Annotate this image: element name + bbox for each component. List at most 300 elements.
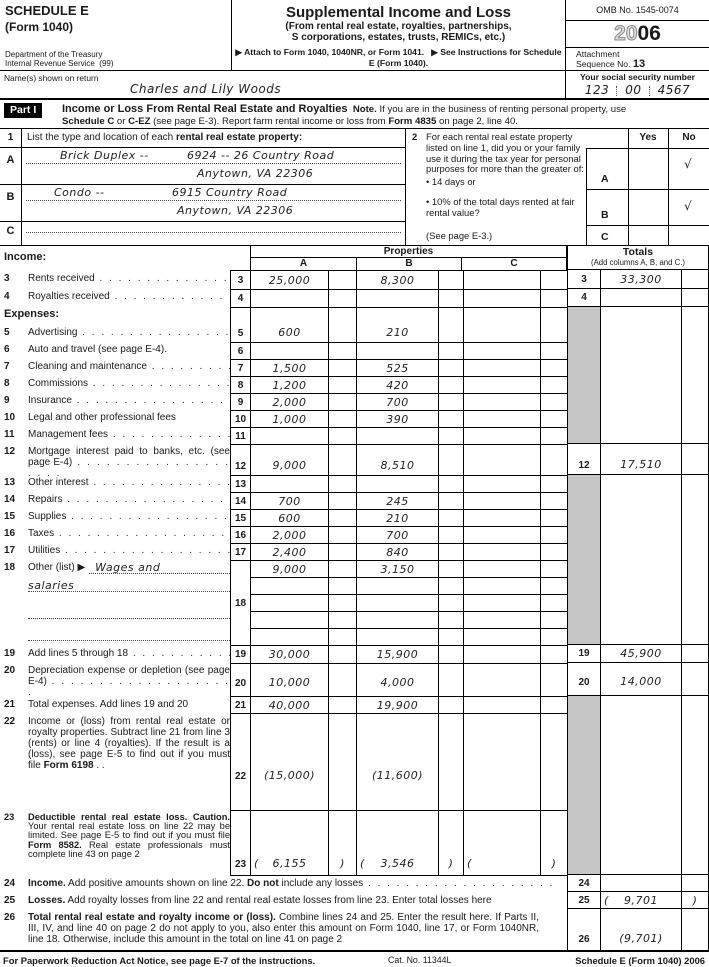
line-number-cell: 10 bbox=[231, 411, 251, 428]
line-number-cell: 4 bbox=[231, 290, 251, 308]
line3-total[interactable]: 33,300 bbox=[601, 270, 682, 289]
cents-cell[interactable] bbox=[541, 578, 568, 595]
cents-cell[interactable] bbox=[439, 595, 464, 612]
cents-cell[interactable] bbox=[329, 445, 357, 476]
cents-cell[interactable] bbox=[329, 493, 357, 510]
label-line15: 15 Supplies . . bbox=[4, 511, 230, 522]
line1-label: List the type and location of each rental real estate property: bbox=[27, 132, 303, 143]
line-number-cell: 19 bbox=[231, 646, 251, 664]
amount-cell-empty[interactable] bbox=[357, 629, 439, 646]
amount-cell-empty[interactable] bbox=[357, 595, 439, 612]
line24-total[interactable] bbox=[601, 875, 682, 892]
totals-blank-region bbox=[601, 307, 682, 444]
label-line16: 16 Taxes . . bbox=[4, 528, 230, 539]
properties-header bbox=[250, 246, 567, 270]
cents-cell[interactable] bbox=[439, 561, 464, 578]
cents-cell[interactable] bbox=[329, 578, 357, 595]
cents-cell[interactable] bbox=[329, 595, 357, 612]
label-line18: 18 Other (list) ▶ Wages and bbox=[4, 562, 230, 574]
line7-c-amount[interactable] bbox=[464, 360, 541, 377]
cents-cell[interactable] bbox=[541, 493, 568, 510]
cents-cell[interactable] bbox=[439, 646, 464, 664]
row-16 bbox=[231, 527, 568, 544]
cents-cell[interactable] bbox=[541, 360, 568, 377]
other-expense-entry-1[interactable]: Wages and bbox=[89, 562, 230, 574]
entry-dotted-line bbox=[26, 163, 401, 164]
property-a-type[interactable]: Brick Duplex -- bbox=[60, 149, 149, 162]
answer-b-no-checkbox[interactable]: √ bbox=[684, 199, 693, 213]
line8-b-amount[interactable]: 420 bbox=[357, 377, 439, 394]
form-id-footer: Schedule E (Form 1040) 2006 bbox=[575, 955, 705, 966]
ssn-separator bbox=[616, 86, 618, 96]
line6-c-amount[interactable] bbox=[464, 343, 541, 360]
cents-cell[interactable] bbox=[329, 697, 357, 714]
line21-b-amount[interactable]: 19,900 bbox=[357, 697, 439, 714]
amount-cell-empty[interactable] bbox=[464, 629, 541, 646]
line8-c-amount[interactable] bbox=[464, 377, 541, 394]
line3-c-amount[interactable] bbox=[464, 271, 541, 290]
line19-c-amount[interactable] bbox=[464, 646, 541, 664]
line-number-cell: 9 bbox=[231, 394, 251, 411]
label-line26: 26 Total rental real estate and royalty income or (loss). Combine lines 24 and 25. Enter the result here. If Parts II, III, IV, and line 40 on page 2 do not apply to you, also enter this amount on Form 1040, line 17, or Form 1040NR, line 18. Otherwise, include this amount in the total on line 41 on page 2 bbox=[4, 912, 539, 945]
ssn-label: Your social security number bbox=[580, 72, 695, 82]
line25-close-paren[interactable]: ) bbox=[682, 892, 708, 909]
cents-cell[interactable] bbox=[329, 394, 357, 411]
line12-total[interactable]: 17,510 bbox=[601, 444, 682, 475]
answer-row-b-letter: B bbox=[601, 209, 609, 221]
label-line10: 10 Legal and other professional fees bbox=[4, 412, 176, 423]
ssn-field[interactable]: 123 00 4567 bbox=[584, 83, 691, 97]
totals-blank-region bbox=[682, 696, 708, 875]
line14-b-amount[interactable]: 245 bbox=[357, 493, 439, 510]
cents-cell[interactable] bbox=[541, 527, 568, 544]
form-title-block bbox=[232, 0, 565, 71]
amount-cell-empty[interactable] bbox=[464, 578, 541, 595]
line14-a-amount[interactable]: 700 bbox=[251, 493, 329, 510]
line-number-cell: 5 bbox=[231, 308, 251, 343]
row-3 bbox=[231, 271, 568, 290]
line18-c-amount[interactable] bbox=[464, 561, 541, 578]
cents-cell[interactable] bbox=[541, 428, 568, 445]
cents-cell[interactable] bbox=[541, 544, 568, 561]
cents-cell[interactable] bbox=[329, 527, 357, 544]
cents-cell[interactable] bbox=[439, 527, 464, 544]
line-number-cell: 8 bbox=[231, 377, 251, 394]
ssn-separator bbox=[649, 86, 651, 96]
line4-a-amount[interactable] bbox=[251, 290, 329, 308]
cents-cell[interactable] bbox=[329, 476, 357, 493]
question2-see-note: (See page E-3.) bbox=[426, 230, 493, 241]
cents-cell[interactable] bbox=[329, 343, 357, 360]
line23-c-close-paren[interactable]: ) bbox=[541, 811, 568, 876]
cents-cell[interactable] bbox=[682, 645, 708, 663]
cents-cell[interactable] bbox=[329, 271, 357, 290]
part1-heading: Income or Loss From Rental Real Estate and Royalties bbox=[62, 103, 348, 115]
row-23 bbox=[231, 811, 568, 876]
label-line9: 9 Insurance . . bbox=[4, 395, 230, 406]
totals-blank-region bbox=[601, 696, 682, 875]
cents-cell[interactable] bbox=[682, 909, 708, 950]
line10-c-amount[interactable] bbox=[464, 411, 541, 428]
property-c-letter: C bbox=[0, 222, 22, 246]
properties-columns bbox=[251, 258, 566, 270]
cents-cell[interactable] bbox=[439, 290, 464, 308]
cents-cell[interactable] bbox=[439, 612, 464, 629]
line13-b-amount[interactable] bbox=[357, 476, 439, 493]
label-line18-entry2 bbox=[28, 580, 230, 592]
cents-cell[interactable] bbox=[541, 646, 568, 664]
property-b-address2[interactable]: Anytown, VA 22306 bbox=[177, 204, 294, 217]
answer-a-no-checkbox[interactable]: √ bbox=[684, 157, 693, 171]
amounts-grid bbox=[230, 270, 568, 876]
line11-c-amount[interactable] bbox=[464, 428, 541, 445]
cents-cell[interactable] bbox=[439, 377, 464, 394]
label-line25: 25 Losses. Add royalty losses from line 22 and rental real estate losses from line 23. Enter total losses here bbox=[4, 895, 492, 906]
row-4 bbox=[231, 290, 568, 308]
part1-badge: Part I bbox=[4, 103, 42, 118]
cents-cell[interactable] bbox=[439, 360, 464, 377]
line25-total[interactable]: ( 9,701 bbox=[601, 892, 682, 909]
line22-c-amount[interactable] bbox=[464, 714, 541, 811]
row-21 bbox=[231, 697, 568, 714]
line12-c-amount[interactable] bbox=[464, 445, 541, 476]
cents-cell[interactable] bbox=[439, 428, 464, 445]
line4-c-amount[interactable] bbox=[464, 290, 541, 308]
form-footer bbox=[0, 950, 709, 967]
cents-cell[interactable] bbox=[329, 377, 357, 394]
row-17 bbox=[231, 544, 568, 561]
line16-b-amount[interactable]: 700 bbox=[357, 527, 439, 544]
attach-note: ▶ Attach to Form 1040, 1040NR, or Form 1041. bbox=[235, 47, 425, 57]
divider bbox=[586, 148, 709, 149]
line23-c-amount[interactable]: ( bbox=[464, 811, 541, 876]
cents-cell[interactable] bbox=[439, 445, 464, 476]
property-a-address2[interactable]: Anytown, VA 22306 bbox=[197, 167, 314, 180]
cents-cell[interactable] bbox=[541, 290, 568, 308]
cents-cell[interactable] bbox=[541, 561, 568, 578]
label-line22: 22 Income or (loss) from rental real estate or royalty properties. Subtract line 21 from line 3 (rents) or line 4 (royalties). If the result is a (loss), see page E-5 to find out if you must file Form 6198 . . bbox=[4, 716, 230, 771]
line26-total[interactable]: (9,701) bbox=[601, 909, 682, 950]
cents-cell[interactable] bbox=[439, 664, 464, 697]
line18-b-amount[interactable]: 3,150 bbox=[357, 561, 439, 578]
line18-subrows bbox=[251, 561, 568, 646]
line18-a-amount[interactable]: 9,000 bbox=[251, 561, 329, 578]
totals-shaded-21-23 bbox=[568, 696, 708, 875]
line20-a-amount[interactable]: 10,000 bbox=[251, 664, 329, 697]
line1-box bbox=[0, 129, 405, 246]
cents-cell[interactable] bbox=[682, 270, 708, 289]
cents-cell[interactable] bbox=[682, 289, 708, 307]
line20-total[interactable]: 14,000 bbox=[601, 663, 682, 696]
cents-cell[interactable] bbox=[439, 697, 464, 714]
line5-a-amount[interactable]: 600 bbox=[251, 308, 329, 343]
cents-cell[interactable] bbox=[439, 544, 464, 561]
name-field[interactable]: Charles and Lily Woods bbox=[130, 82, 282, 96]
line11-b-amount[interactable] bbox=[357, 428, 439, 445]
line13-c-amount[interactable] bbox=[464, 476, 541, 493]
dept-line1: Department of the Treasury bbox=[5, 50, 103, 59]
property-a-entry[interactable] bbox=[22, 148, 405, 184]
shaded-cell bbox=[568, 475, 601, 645]
line13-a-amount[interactable] bbox=[251, 476, 329, 493]
line17-a-amount[interactable]: 2,400 bbox=[251, 544, 329, 561]
total-row-12: 12 17,510 bbox=[568, 444, 708, 475]
line15-a-amount[interactable]: 600 bbox=[251, 510, 329, 527]
row-20 bbox=[231, 664, 568, 697]
cents-cell[interactable] bbox=[439, 394, 464, 411]
totals-blank-region bbox=[601, 475, 682, 645]
catalog-number: Cat. No. 11344L bbox=[388, 955, 452, 965]
line14-c-amount[interactable] bbox=[464, 493, 541, 510]
line19-a-amount[interactable]: 30,000 bbox=[251, 646, 329, 664]
line20-b-amount[interactable]: 4,000 bbox=[357, 664, 439, 697]
line1-number: 1 bbox=[0, 129, 22, 147]
cents-cell[interactable] bbox=[682, 663, 708, 696]
label-line5: 5 Advertising . . bbox=[4, 327, 230, 338]
shaded-cell bbox=[568, 307, 601, 444]
line15-b-amount[interactable]: 210 bbox=[357, 510, 439, 527]
totals-column bbox=[567, 246, 709, 950]
year-bold: 06 bbox=[637, 22, 661, 45]
line23-a-amount[interactable]: ( 6,155 bbox=[251, 811, 329, 876]
cents-cell[interactable] bbox=[439, 578, 464, 595]
amount-cell-empty[interactable] bbox=[464, 612, 541, 629]
cents-cell[interactable] bbox=[439, 343, 464, 360]
schedule-name: SCHEDULE E bbox=[5, 3, 89, 18]
label-line19: 19 Add lines 5 through 18 . . bbox=[4, 648, 230, 659]
cents-cell[interactable] bbox=[541, 411, 568, 428]
amount-cell-empty[interactable] bbox=[251, 595, 329, 612]
line22-b-amount[interactable]: (11,600) bbox=[357, 714, 439, 811]
line6-a-amount[interactable] bbox=[251, 343, 329, 360]
part1-heading-line: Income or Loss From Rental Real Estate and Royalties Note. If you are in the business of renting personal property, use bbox=[62, 103, 627, 115]
cents-cell[interactable] bbox=[682, 444, 708, 475]
cents-cell[interactable] bbox=[439, 271, 464, 290]
divider bbox=[586, 189, 709, 190]
cents-cell[interactable] bbox=[329, 612, 357, 629]
properties-title: Properties bbox=[251, 246, 566, 258]
cents-cell[interactable] bbox=[541, 394, 568, 411]
line-number-cell: 15 bbox=[231, 510, 251, 527]
totals-header: Totals (Add columns A, B, and C.) bbox=[568, 246, 708, 270]
question2-number: 2 bbox=[412, 131, 418, 142]
line17-b-amount[interactable]: 840 bbox=[357, 544, 439, 561]
other-expense-blank-line[interactable] bbox=[28, 618, 230, 619]
row-22 bbox=[231, 714, 568, 811]
amount-cell-empty[interactable] bbox=[357, 578, 439, 595]
property-b-address1[interactable]: 6915 Country Road bbox=[172, 186, 288, 199]
total-row-3: 3 33,300 bbox=[568, 270, 708, 289]
other-expense-blank-line[interactable] bbox=[28, 640, 230, 641]
line19-total[interactable]: 45,900 bbox=[601, 645, 682, 663]
cents-cell[interactable] bbox=[329, 646, 357, 664]
line-number-cell: 12 bbox=[231, 445, 251, 476]
cents-cell[interactable] bbox=[329, 629, 357, 646]
cents-cell[interactable] bbox=[329, 664, 357, 697]
line5-b-amount[interactable]: 210 bbox=[357, 308, 439, 343]
line-number-cell: 11 bbox=[231, 428, 251, 445]
row-14 bbox=[231, 493, 568, 510]
property-a-address1[interactable]: 6924 -- 26 Country Road bbox=[187, 149, 335, 162]
line20-c-amount[interactable] bbox=[464, 664, 541, 697]
form-subtitle-2: S corporations, estates, trusts, REMICs, etc.) bbox=[291, 32, 506, 43]
line11-a-amount[interactable] bbox=[251, 428, 329, 445]
cents-cell[interactable] bbox=[329, 308, 357, 343]
bullet-10-percent: • 10% of the total days rented at fair rental value? bbox=[426, 195, 575, 218]
line3-a-amount[interactable]: 25,000 bbox=[251, 271, 329, 290]
totals-blank-region bbox=[682, 475, 708, 645]
form-number: (Form 1040) bbox=[5, 20, 74, 34]
line12-b-amount[interactable]: 8,510 bbox=[357, 445, 439, 476]
cents-cell[interactable] bbox=[541, 271, 568, 290]
row-15 bbox=[231, 510, 568, 527]
question2-text: 2 For each rental real estate property listed on line 1, did you or your family use it during the tax year for personal purposes for more than the greater of: bbox=[412, 131, 584, 175]
divider bbox=[586, 148, 587, 246]
totals-shaded-5-11 bbox=[568, 307, 708, 444]
label-line11: 11 Management fees . . bbox=[4, 429, 230, 440]
property-a-row bbox=[0, 148, 405, 185]
shaded-cell bbox=[568, 696, 601, 875]
line17-c-amount[interactable] bbox=[464, 544, 541, 561]
label-line14: 14 Repairs . . bbox=[4, 494, 230, 505]
cents-cell[interactable] bbox=[329, 544, 357, 561]
see-note: ▶ See Instructions for Schedule E (Form 1040). bbox=[368, 47, 562, 68]
label-line7: 7 Cleaning and maintenance . . bbox=[4, 361, 230, 372]
cents-cell[interactable] bbox=[541, 714, 568, 811]
divider bbox=[586, 225, 709, 226]
cents-cell[interactable] bbox=[329, 714, 357, 811]
property-b-type[interactable]: Condo -- bbox=[54, 186, 105, 199]
row-10 bbox=[231, 411, 568, 428]
cents-cell[interactable] bbox=[329, 360, 357, 377]
line5-c-amount[interactable] bbox=[464, 308, 541, 343]
department-lines bbox=[5, 50, 114, 68]
cents-cell[interactable] bbox=[541, 629, 568, 646]
cents-cell[interactable] bbox=[329, 428, 357, 445]
line4-b-amount[interactable] bbox=[357, 290, 439, 308]
line3-b-amount[interactable]: 8,300 bbox=[357, 271, 439, 290]
cents-cell[interactable] bbox=[541, 595, 568, 612]
name-row bbox=[0, 71, 709, 100]
label-line20: 20 Depreciation expense or depletion (see page E-4) . . bbox=[4, 665, 230, 698]
property-c-entry[interactable] bbox=[22, 222, 405, 246]
cents-cell[interactable] bbox=[439, 476, 464, 493]
line-number-cell: 13 bbox=[231, 476, 251, 493]
property-b-entry[interactable] bbox=[22, 185, 405, 221]
cents-cell[interactable] bbox=[439, 510, 464, 527]
line7-b-amount[interactable]: 525 bbox=[357, 360, 439, 377]
property-b-letter: B bbox=[0, 185, 22, 221]
cents-cell[interactable] bbox=[541, 377, 568, 394]
sequence-number: 13 bbox=[632, 58, 646, 70]
cents-cell[interactable] bbox=[329, 510, 357, 527]
cents-cell[interactable] bbox=[541, 343, 568, 360]
cents-cell[interactable] bbox=[541, 445, 568, 476]
part1-note-line2: Schedule C or C-EZ (see page E-3). Report farm rental income or loss from Form 4835 on page 2, line 40. bbox=[62, 116, 518, 127]
line10-a-amount[interactable]: 1,000 bbox=[251, 411, 329, 428]
cents-cell[interactable] bbox=[541, 664, 568, 697]
income-expense-table bbox=[0, 246, 709, 950]
line-number-cell: 14 bbox=[231, 493, 251, 510]
line8-a-amount[interactable]: 1,200 bbox=[251, 377, 329, 394]
row-7 bbox=[231, 360, 568, 377]
line15-c-amount[interactable] bbox=[464, 510, 541, 527]
line6-b-amount[interactable] bbox=[357, 343, 439, 360]
amount-cell-empty[interactable] bbox=[357, 612, 439, 629]
paperwork-notice: For Paperwork Reduction Act Notice, see page E-7 of the instructions. bbox=[3, 955, 316, 966]
line-number-cell: 18 bbox=[231, 561, 251, 646]
cents-cell[interactable] bbox=[682, 875, 708, 892]
line23-a-close-paren[interactable]: ) bbox=[329, 811, 357, 876]
cents-cell[interactable] bbox=[329, 561, 357, 578]
cents-cell[interactable] bbox=[541, 476, 568, 493]
amount-cell-empty[interactable] bbox=[251, 629, 329, 646]
cents-cell[interactable] bbox=[329, 411, 357, 428]
name-label: Name(s) shown on return bbox=[4, 73, 99, 83]
answer-row-a-letter: A bbox=[601, 173, 609, 185]
line-number-cell: 21 bbox=[231, 697, 251, 714]
column-c-header: C bbox=[510, 258, 518, 269]
amount-cell-empty[interactable] bbox=[251, 612, 329, 629]
line22-a-amount[interactable]: (15,000) bbox=[251, 714, 329, 811]
line19-b-amount[interactable]: 15,900 bbox=[357, 646, 439, 664]
line21-c-amount[interactable] bbox=[464, 697, 541, 714]
cents-cell[interactable] bbox=[329, 290, 357, 308]
line1-question2-section bbox=[0, 129, 709, 246]
line12-a-amount[interactable]: 9,000 bbox=[251, 445, 329, 476]
row-8 bbox=[231, 377, 568, 394]
row-11 bbox=[231, 428, 568, 445]
line23-b-amount[interactable]: ( 3,546 bbox=[357, 811, 439, 876]
label-line4: 4 Royalties received . . bbox=[4, 291, 230, 302]
cents-cell[interactable] bbox=[541, 510, 568, 527]
line7-a-amount[interactable]: 1,500 bbox=[251, 360, 329, 377]
cents-cell[interactable] bbox=[439, 493, 464, 510]
label-line12: 12 Mortgage interest paid to banks, etc. (see page E-4) . . bbox=[4, 446, 230, 479]
line21-a-amount[interactable]: 40,000 bbox=[251, 697, 329, 714]
cents-cell[interactable] bbox=[439, 411, 464, 428]
omb-number: OMB No. 1545-0074 bbox=[566, 0, 709, 21]
line23-b-close-paren[interactable]: ) bbox=[439, 811, 464, 876]
row-13 bbox=[231, 476, 568, 493]
other-expense-entry-2[interactable]: salaries bbox=[28, 580, 230, 592]
cents-cell[interactable] bbox=[541, 308, 568, 343]
cents-cell[interactable] bbox=[439, 714, 464, 811]
line9-a-amount[interactable]: 2,000 bbox=[251, 394, 329, 411]
form-subtitle-1: (From rental real estate, royalties, partnerships, bbox=[285, 21, 512, 32]
amount-cell-empty[interactable] bbox=[251, 578, 329, 595]
cents-cell[interactable] bbox=[541, 697, 568, 714]
answer-row-c-letter: C bbox=[601, 231, 609, 243]
attach-instructions bbox=[232, 47, 565, 68]
line10-b-amount[interactable]: 390 bbox=[357, 411, 439, 428]
cents-cell[interactable] bbox=[541, 612, 568, 629]
dept-line2: Internal Revenue Service (99) bbox=[5, 59, 114, 68]
line-number-cell: 3 bbox=[231, 271, 251, 290]
amount-cell-empty[interactable] bbox=[464, 595, 541, 612]
line9-c-amount[interactable] bbox=[464, 394, 541, 411]
line9-b-amount[interactable]: 700 bbox=[357, 394, 439, 411]
label-line23: 23 Deductible rental real estate loss. Caution. Your rental real estate loss on line 22 may be limited. See page E-5 to find out if you must file Form 8582. Real estate professionals must complete line 43 on page 2 bbox=[4, 812, 230, 859]
cents-cell[interactable] bbox=[439, 308, 464, 343]
cents-cell[interactable] bbox=[439, 629, 464, 646]
totals-blank-region bbox=[682, 307, 708, 444]
line4-total[interactable] bbox=[601, 289, 682, 307]
row-12 bbox=[231, 445, 568, 476]
year-outline: 20 bbox=[614, 22, 638, 45]
line16-a-amount[interactable]: 2,000 bbox=[251, 527, 329, 544]
line16-c-amount[interactable] bbox=[464, 527, 541, 544]
